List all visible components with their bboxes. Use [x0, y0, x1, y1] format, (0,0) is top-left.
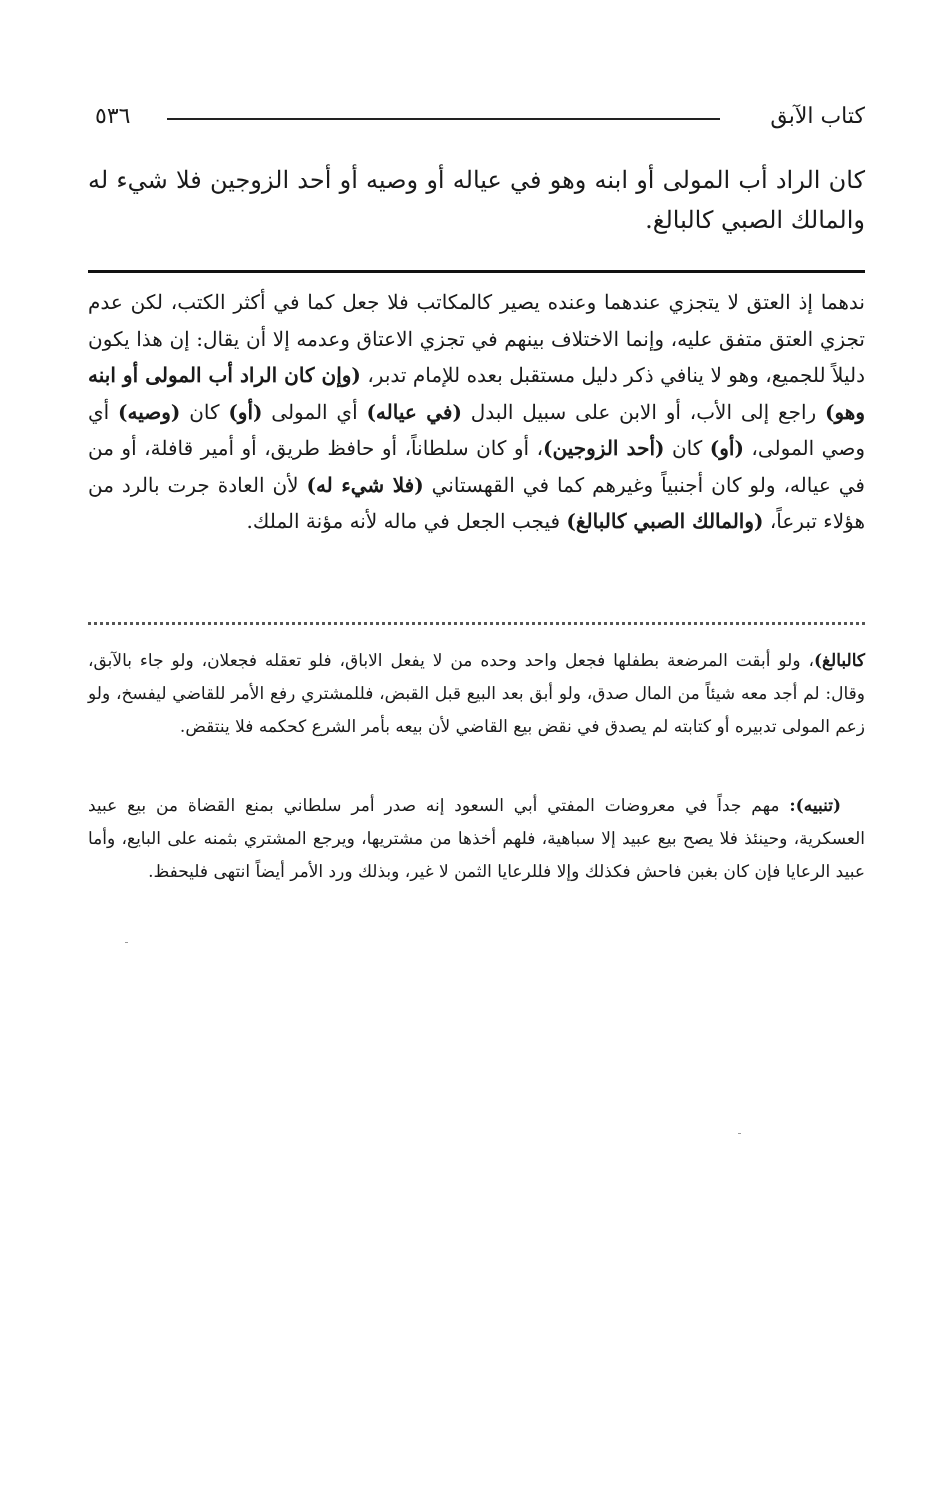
- footnote-separator: [88, 622, 865, 625]
- scan-speck: [125, 942, 128, 943]
- matn-text: كان الراد أب المولى أو ابنه وهو في عياله أو وصيه أو أحد الزوجين فلا شيء له والمالك الصبي كالبالغ.: [88, 166, 865, 234]
- bold-quote: (فلا شيء له): [306, 472, 424, 497]
- matn-separator: [88, 270, 865, 273]
- bold-quote: (وصيه): [118, 399, 181, 424]
- page-number: ٥٣٦: [95, 104, 131, 129]
- tanbih-paragraph: (تنبيه): مهم جداً في معروضات المفتي أبي السعود إنه صدر أمر سلطاني بمنع القضاة من بيع عبيد العسكرية، وحينئذ فلا يصح بيع عبيد إلا سباهية، فلهم أخذها من مشتريها، ويرجع المشتري بثمنه على البايع، وأما عبيد الرعايا فإن كان بغبن فاحش فكذلك وإلا فللرعايا الثمن لا غير، وبذلك ورد الأمر أيضاً انتهى فليحفظ.: [88, 796, 865, 882]
- bold-quote: كالبالغ): [813, 651, 865, 671]
- chapter-title: كتاب الآبق: [770, 104, 865, 129]
- bold-quote: (أو): [709, 436, 744, 460]
- scan-speck: [738, 1133, 741, 1134]
- tanbih-label: (تنبيه):: [789, 796, 841, 816]
- bold-quote: (أحد الزوجين): [543, 436, 665, 460]
- bold-quote: (أو): [228, 399, 263, 424]
- hashiya-text: كالبالغ)، ولو أبقت المرضعة بطفلها فجعل واحد وحده من لا يفعل الاباق، فلو تعقله فجعلان، ولو جاء بالآبق، وقال: لم أجد معه شيئاً من المال صدق، ولو أبق بعد البيع قبل القبض، فللمشتري رفع الأمر للقاضي ليفسخ، ولو زعم المولى تدبيره أو كتابته لم يصدق في نقض بيع القاضي لأن بيعه بأمر الشرع كحكمه فلا ينتقض.: [88, 651, 865, 737]
- page-header: [95, 104, 865, 134]
- header-rule: [167, 118, 720, 120]
- bold-quote: (وإن كان الراد أب المولى أو ابنه وهو): [88, 363, 866, 424]
- sharh-text: ندهما إذ العتق لا يتجزي عندهما وعنده يصير كالمكاتب فلا جعل كما في أكثر الكتب، لكن عدم تجزي العتق متفق عليه، وإنما الاختلاف بينهم في تجزي الاعتاق وعدمه إلا أن يقال: إن هذا يكون دليلاً للجميع، وهو لا ينافي ذكر دليل مستقبل بعده للإمام تدبر، (وإن كان الراد أب المولى أو ابنه وهو) راجع إلى الأب، أو الابن على سبيل البدل (في عياله) أي المولى (أو) كان (وصيه) أي وصي المولى، (أو) كان (أحد الزوجين)، أو كان سلطاناً، أو حافظ طريق، أو أمير قافلة، أو من في عياله، ولو كان أجنبياً وغيرهم كما في القهستاني (فلا شيء له) لأن العادة جرت بالرد من هؤلاء تبرعاً، (والمالك الصبي كالبالغ) فيجب الجعل في ماله لأنه مؤنة الملك.: [88, 290, 866, 533]
- bold-quote: (والمالك الصبي كالبالغ): [566, 509, 764, 533]
- bold-quote: (في عياله): [366, 399, 462, 424]
